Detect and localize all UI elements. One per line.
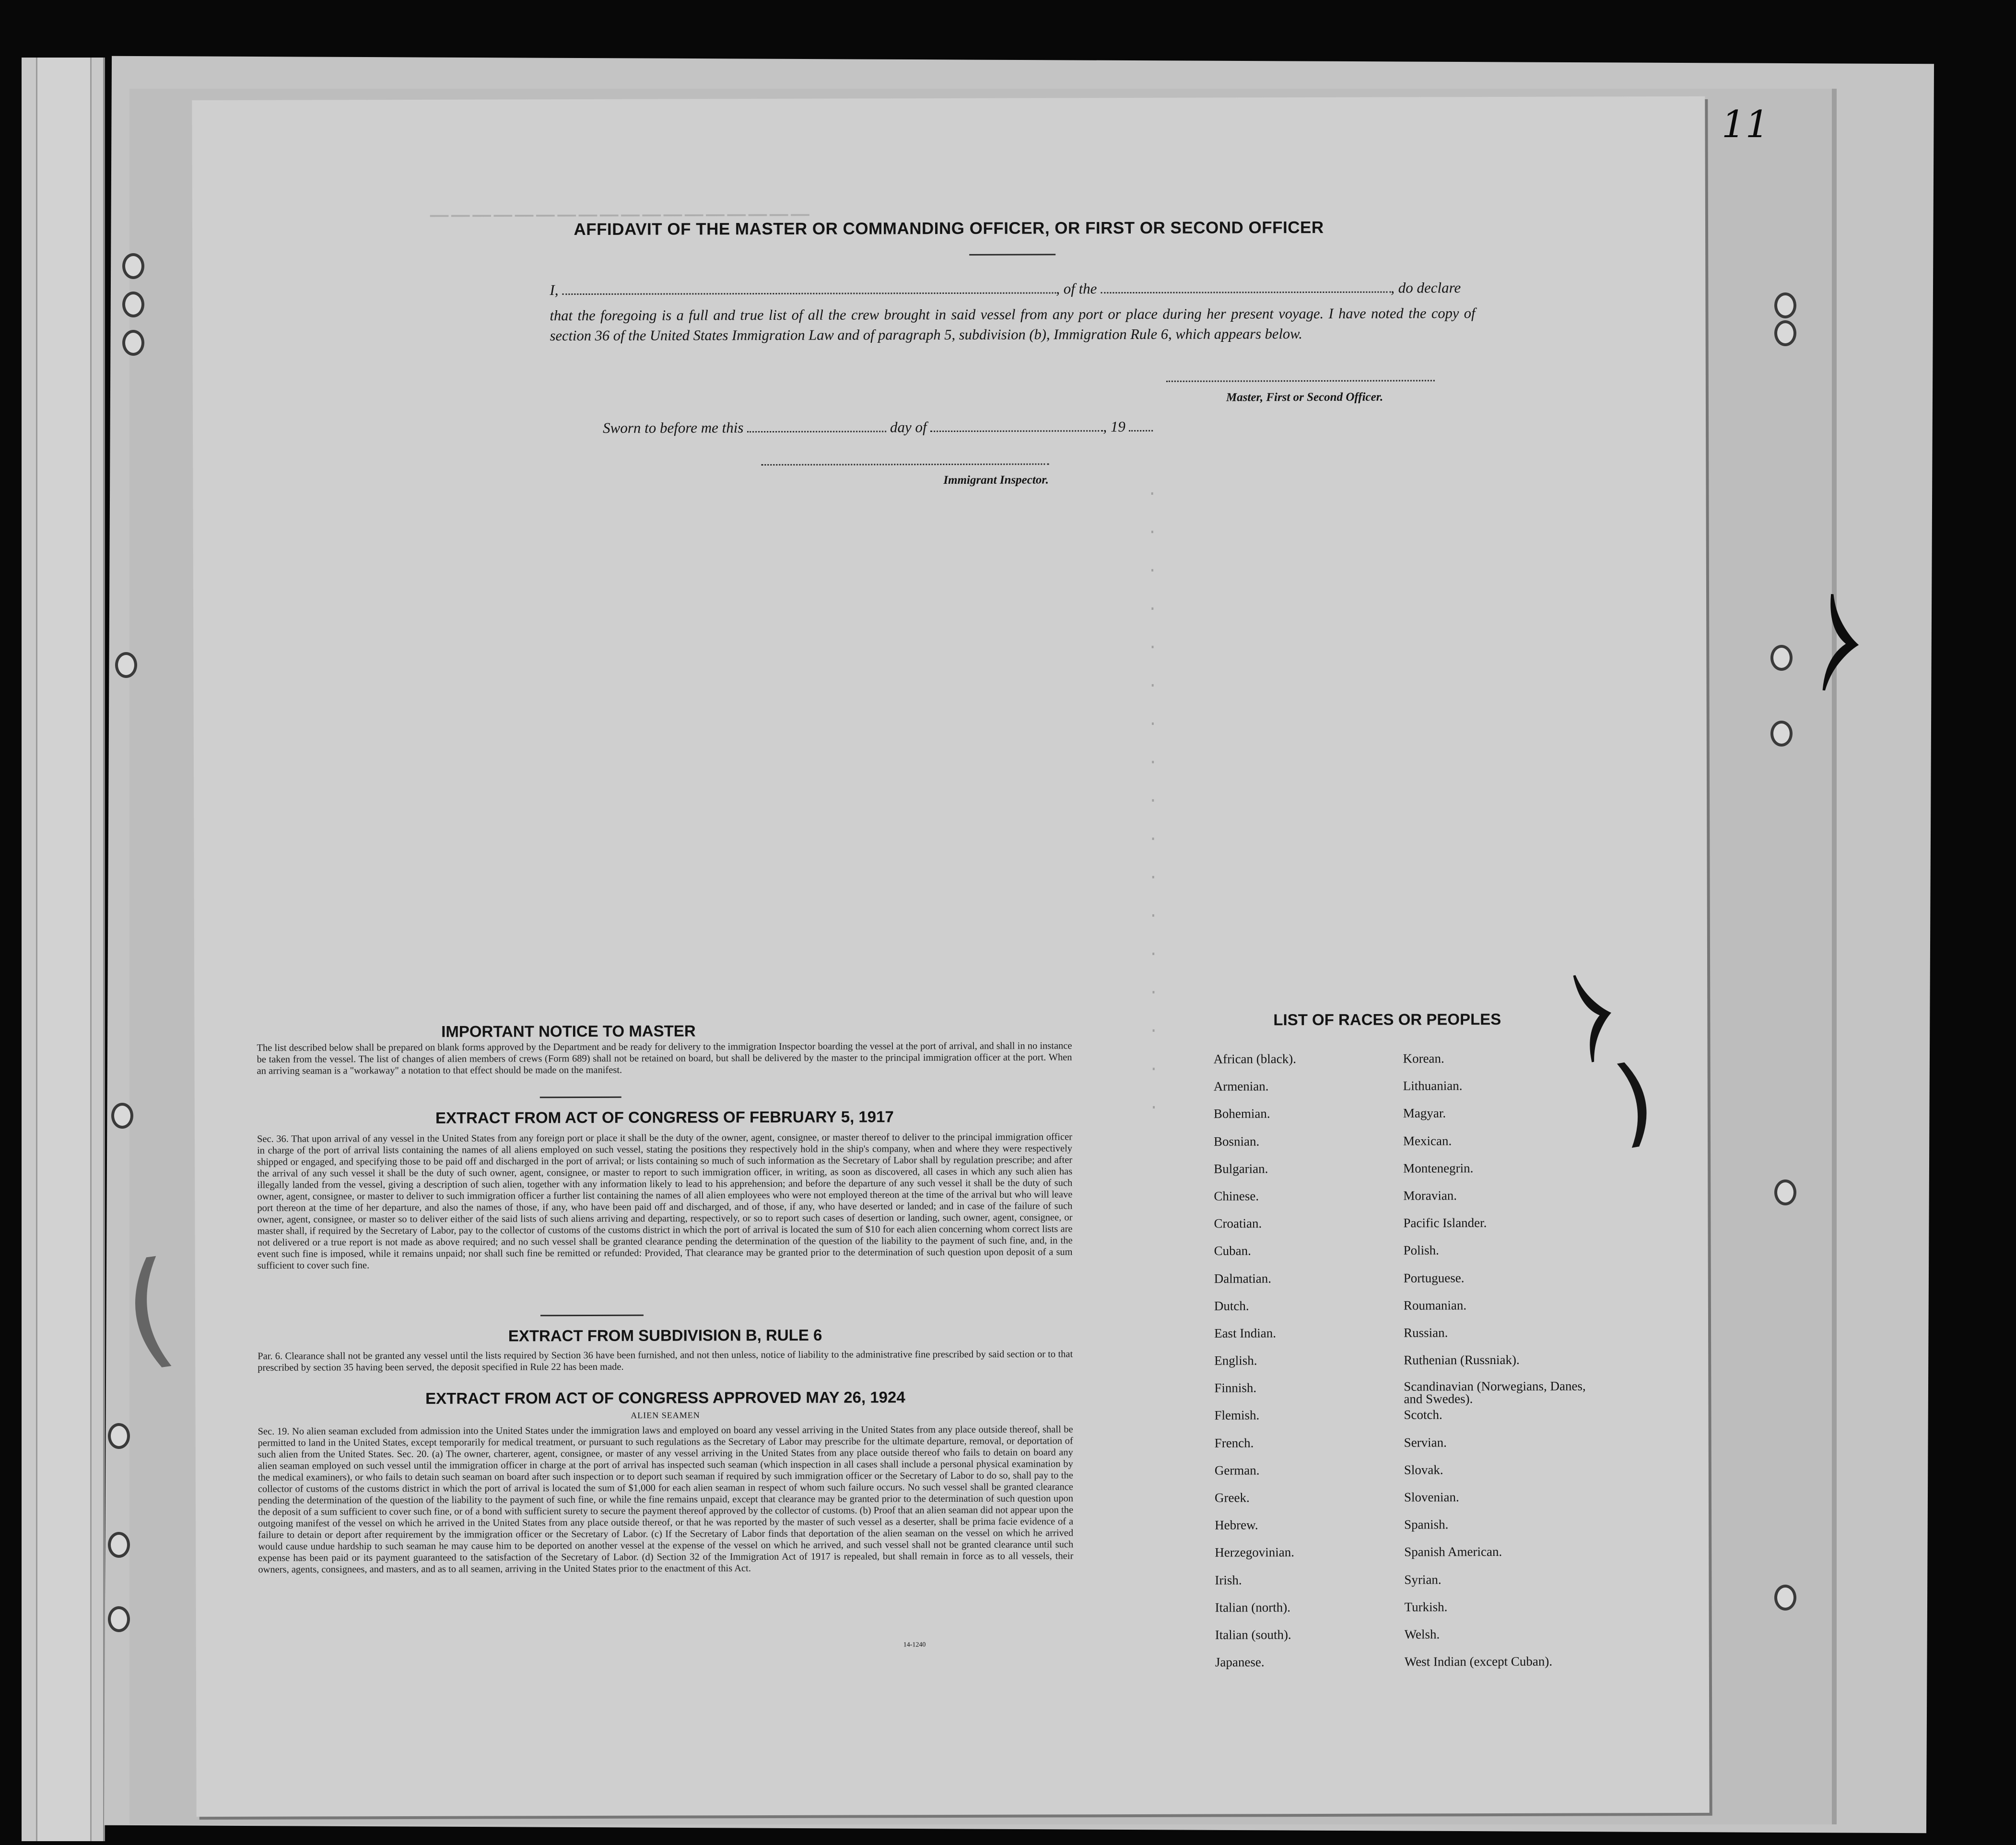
notice-title: IMPORTANT NOTICE TO MASTER bbox=[441, 1022, 696, 1040]
sworn-month-field[interactable] bbox=[930, 430, 1103, 432]
handwritten-bracket-mark-icon: ) bbox=[1606, 1042, 1663, 1160]
handwritten-bracket-mark-icon: ( bbox=[115, 1234, 183, 1385]
binder-hole-icon bbox=[1774, 320, 1796, 346]
race-item: Pacific Islander. bbox=[1403, 1215, 1487, 1230]
signature-line[interactable] bbox=[1166, 380, 1435, 382]
race-item: Russian. bbox=[1404, 1325, 1448, 1340]
race-item: Slovenian. bbox=[1404, 1490, 1459, 1505]
show-through-column: . . . . . . . . . . . . . . . . . bbox=[1147, 481, 1159, 1114]
binder-hole-icon bbox=[1774, 1179, 1796, 1205]
binder-hole-icon bbox=[1770, 721, 1793, 747]
race-item: Finnish. bbox=[1214, 1380, 1257, 1395]
binder-hole-icon bbox=[122, 330, 144, 356]
race-item: Lithuanian. bbox=[1403, 1078, 1463, 1093]
race-item: Slovak. bbox=[1404, 1462, 1443, 1477]
race-item: East Indian. bbox=[1214, 1326, 1277, 1341]
race-item: West Indian (except Cuban). bbox=[1404, 1654, 1553, 1669]
left-page-edge bbox=[22, 58, 105, 1841]
name-field[interactable] bbox=[562, 292, 1056, 295]
declaration-of-the: , of the bbox=[1056, 280, 1097, 297]
race-item: Servian. bbox=[1404, 1435, 1447, 1450]
declaration-i: I, bbox=[550, 281, 559, 299]
race-item: Mexican. bbox=[1403, 1133, 1452, 1148]
race-item: Hebrew. bbox=[1215, 1518, 1258, 1532]
race-item: African (black). bbox=[1213, 1051, 1297, 1066]
title-rule bbox=[969, 254, 1055, 255]
binder-hole-icon bbox=[1770, 645, 1793, 671]
race-item: German. bbox=[1214, 1463, 1260, 1478]
binder-hole-icon bbox=[1774, 1585, 1796, 1611]
race-item: Japanese. bbox=[1215, 1655, 1265, 1670]
extract-rule6-title: EXTRACT FROM SUBDIVISION B, RULE 6 bbox=[508, 1326, 822, 1345]
race-item: Spanish. bbox=[1404, 1517, 1449, 1532]
race-item: Bulgarian. bbox=[1214, 1161, 1268, 1176]
race-item: Bohemian. bbox=[1213, 1106, 1270, 1121]
races-right-column bbox=[1403, 1051, 1601, 1682]
binder-hole-icon bbox=[108, 1532, 130, 1558]
extract-1917-title: EXTRACT FROM ACT OF CONGRESS OF FEBRUARY 5, 1917 bbox=[435, 1108, 894, 1127]
race-item: Scandinavian (Norwegians, Danes, and Swedes). bbox=[1404, 1378, 1586, 1406]
race-item: Croatian. bbox=[1214, 1216, 1262, 1231]
inspector-label: Immigrant Inspector. bbox=[943, 473, 1049, 487]
race-item: Polish. bbox=[1403, 1243, 1439, 1258]
race-item: Montenegrin. bbox=[1403, 1160, 1474, 1176]
signature-label: Master, First or Second Officer. bbox=[1226, 390, 1383, 404]
race-item: French. bbox=[1214, 1435, 1254, 1450]
race-item: Dutch. bbox=[1214, 1298, 1249, 1313]
vessel-field[interactable] bbox=[1101, 292, 1391, 294]
race-item: Armenian. bbox=[1213, 1079, 1269, 1094]
race-item: Greek. bbox=[1214, 1490, 1250, 1505]
sworn-day-field[interactable] bbox=[747, 431, 886, 432]
declaration-declare: , do declare bbox=[1391, 279, 1461, 296]
sworn-line bbox=[603, 418, 1153, 437]
sworn-day-label: day of bbox=[890, 419, 927, 436]
notice-rule bbox=[540, 1097, 621, 1098]
extract-rule6-body: Par. 6. Clearance shall not be granted any vessel until the lists required by Section 36 have been furnished, and not then unless, notice of liability to the administrative fine prescribed by said section or to that prescribed by section 35 having been served, the deposit specified in Rule 22 has been made. bbox=[258, 1349, 1073, 1373]
race-item: Bosnian. bbox=[1213, 1133, 1260, 1149]
affidavit-body: that the foregoing is a full and true list of all the crew brought in said vessel from any port or place during her present voyage. I have noted the copy of section 36 of the United States Immigration Law and of paragraph 5, subdivision (b), Immigration Rule 6, which appears below. bbox=[550, 305, 1476, 344]
race-item: Spanish American. bbox=[1404, 1544, 1502, 1559]
extract-1917-body: Sec. 36. That upon arrival of any vessel in the United States from any foreign port or place it shall be the duty of the owner, agent, consignee, or master thereof to deliver to the principal immigration officer in charge of the port of arrival lists containing the names of all aliens employed on such vessel, stating the positions they respectively hold in the ship's company, when and where they were respectively shipped or engaged, and specifying those to be paid off and discharged in the port of arrival; or lists containing so much of such information as the Secretary of Labor shall by regulation prescribe; and after the arrival of any such vessel it shall be the duty of such owner, agent, consignee, or master to report to such immigration officer, in writing, as soon as discovered, all cases in which any such alien has illegally landed from the vessel, giving a description of such alien, together with any information likely to lead to his apprehension; and before the departure of any such vessel it shall be the duty of such owner, agent, consignee, or master to deliver to such immigration officer a further list containing the names of all alien employees who were not employed thereon at the time of the arrival but who will leave port thereon at the time of her departure, and also the names of those, if any, who have been paid off and discharged, and of those, if any, who have deserted or landed; and in case of the failure of such owner, agent, consignee, or master so to deliver either of the said lists of such aliens arriving and departing, respectively, or so to report such cases of desertion or landing, such owner, agent, consignee, or master shall, if required by the Secretary of Labor, pay to the collector of customs of the customs district in which the port of arrival is located the sum of $10 for each alien concerning whom correct lists are not delivered or a true report is not made as above required; and no such vessel shall be granted clearance pending the determination of the question of the liability to the payment of such fine, and, in the event such fine is imposed, while it remains unpaid; nor shall such fine be remitted or refunded: Provided, That clearance may be granted prior to the determination of such question upon deposit of a sum sufficient to cover such fine. bbox=[257, 1132, 1073, 1271]
races-title: LIST OF RACES OR PEOPLES bbox=[1273, 1010, 1501, 1029]
sworn-year-label: , 19 bbox=[1103, 418, 1125, 435]
race-item: Welsh. bbox=[1404, 1627, 1440, 1642]
handwritten-bracket-mark-icon: ⧽ bbox=[1817, 564, 1869, 702]
extract-1924-title: EXTRACT FROM ACT OF CONGRESS APPROVED MAY 26, 1924 bbox=[425, 1388, 905, 1407]
page-number: 11 bbox=[1722, 103, 1770, 146]
sworn-prefix: Sworn to before me this bbox=[603, 419, 744, 436]
race-item: Herzegovinian. bbox=[1215, 1545, 1294, 1560]
race-item: Cuban. bbox=[1214, 1243, 1251, 1258]
form-number: 14-1240 bbox=[903, 1641, 926, 1649]
show-through-text: ────────────────── bbox=[427, 199, 809, 230]
binder-hole-icon bbox=[122, 292, 144, 317]
race-item: Italian (north). bbox=[1215, 1600, 1291, 1615]
binder-hole-icon bbox=[108, 1606, 130, 1632]
affidavit-declaration-line bbox=[550, 279, 1475, 299]
race-item: Italian (south). bbox=[1215, 1627, 1291, 1642]
race-item: Roumanian. bbox=[1403, 1297, 1467, 1313]
race-item: Ruthenian (Russniak). bbox=[1404, 1352, 1520, 1367]
race-item: Korean. bbox=[1403, 1051, 1444, 1066]
binder-hole-icon bbox=[1774, 292, 1796, 318]
race-item: Portuguese. bbox=[1403, 1270, 1465, 1285]
affidavit-sheet bbox=[192, 96, 1709, 1817]
race-item: Moravian. bbox=[1403, 1188, 1457, 1203]
extract-1924-subtitle: ALIEN SEAMEN bbox=[631, 1410, 700, 1420]
race-item: Magyar. bbox=[1403, 1106, 1446, 1121]
sworn-year-field[interactable] bbox=[1129, 430, 1153, 432]
race-item: Turkish. bbox=[1404, 1600, 1448, 1614]
affidavit-title: AFFIDAVIT OF THE MASTER OR COMMANDING OFFICER, OR FIRST OR SECOND OFFICER bbox=[574, 218, 1324, 239]
race-item: Flemish. bbox=[1214, 1408, 1260, 1423]
notice-body: The list described below shall be prepared on blank forms approved by the Department and be ready for delivery to the immigration Inspector boarding the vessel at the port of arrival, and shall in no instance be taken from the vessel. The list of changes of alien members of crews (Form 689) shall not be retained on board, but shall be delivered by the master to the principal immigration officer at the port. When an arriving seaman is a "workaway" a notation to that effect should be made on the manifest. bbox=[257, 1040, 1072, 1076]
races-left-column bbox=[1214, 1051, 1402, 1682]
race-item: Irish. bbox=[1215, 1572, 1242, 1588]
race-item: English. bbox=[1214, 1353, 1257, 1368]
binder-hole-icon bbox=[108, 1423, 130, 1449]
inspector-signature-line[interactable] bbox=[761, 463, 1049, 466]
binder-hole-icon bbox=[111, 1103, 133, 1129]
race-item: Chinese. bbox=[1214, 1189, 1259, 1203]
extract-1924-body: Sec. 19. No alien seaman excluded from admission into the United States under the immigration laws and employed on board any vessel arriving in the United States from any place outside thereof, shall be permitted to land in the United States, except temporarily for medical treatment, or pursuant to such regulations as the Secretary of Labor may prescribe for the ultimate departure, removal, or deportation of such alien from the United States. Sec. 20. (a) The owner, charterer, agent, consignee, or master of any vessel arriving in the United States from any place outside thereof who fails to detain on board any alien seaman employed on such vessel until the immigration officer in charge at the port of arrival has inspected such seaman (which inspection in all cases shall include a personal physical examination by the medical examiners), or who fails to detain such seaman on board after such inspection or to deport such seaman if required by such immigration officer or the Secretary of Labor to do so, shall pay to the collector of customs of the customs district in which the port of arrival is located the sum of $1,000 for each alien seaman in respect of whom such failure occurs. No such vessel shall be granted clearance pending the determination of the question of the liability to the payment of such fine, or while the fine remains unpaid, except that clearance may be granted prior to the determination of such question upon the deposit of a sum sufficient to cover such fine, or of a bond with sufficient surety to secure the payment thereof approved by the collector of customs. (b) Proof that an alien seaman did not appear upon the outgoing manifest of the vessel on which he arrived in the United States from any place outside thereof, or that he was reported by the master of such vessel as a deserter, shall be prima facie evidence of a failure to detain or deport after requirement by the immigration officer or the Secretary of Labor. (c) If the Secretary of Labor finds that deportation of the alien seaman on the vessel on which he arrived would cause undue hardship to such seaman he may cause him to be deported on another vessel at the expense of the vessel on which he arrived, and such vessel shall not be granted clearance until such expense has been paid or its payment guaranteed to the satisfaction of the Secretary of Labor. (d) Section 32 of the Immigration Act of 1917 is repealed, but shall remain in force as to all vessels, their owners, agents, consignees, and masters, and as to all seamen, arriving in the United States prior to the enactment of this Act. bbox=[258, 1424, 1074, 1575]
race-item: Dalmatian. bbox=[1214, 1271, 1272, 1286]
handwritten-bracket-mark-icon: ⧽ bbox=[1562, 943, 1625, 1071]
extract-1917-rule bbox=[540, 1315, 644, 1317]
binder-hole-icon bbox=[122, 253, 144, 279]
race-item: Scotch. bbox=[1404, 1407, 1442, 1422]
race-item: Syrian. bbox=[1404, 1572, 1442, 1587]
binder-hole-icon bbox=[115, 652, 137, 678]
left-page-strip bbox=[36, 58, 92, 1841]
